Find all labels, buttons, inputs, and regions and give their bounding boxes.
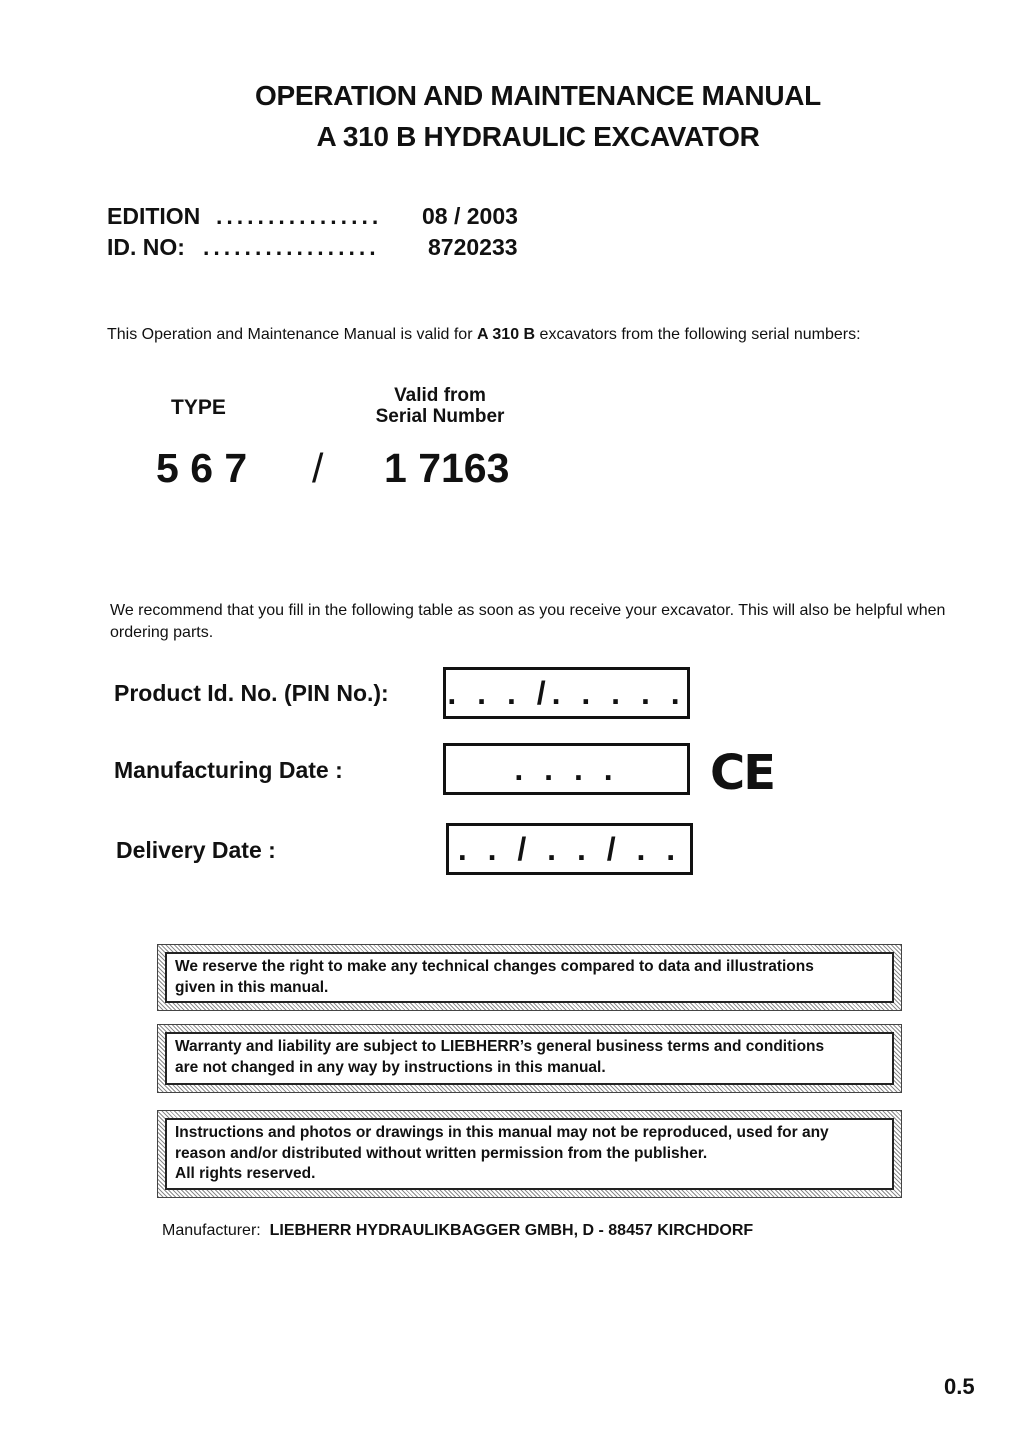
type-value: 5 6 7 (156, 445, 248, 491)
serial-header-line1: Valid from (394, 385, 486, 406)
product-id-field[interactable]: . . . /. . . . . (443, 667, 690, 719)
manufacturer-label: Manufacturer: (162, 1222, 261, 1239)
edition-label: EDITION (107, 203, 201, 229)
product-id-label: Product Id. No. (PIN No.): (114, 680, 389, 706)
notice-text: Instructions and photos or drawings in this manual may not be reproduced, used for any reason and/or distributed without written permission from the publisher. All rights reserved. (165, 1118, 894, 1190)
type-header: TYPE (171, 396, 226, 419)
id-no-label: ID. NO: (107, 234, 185, 260)
notice-text: We reserve the right to make any technical changes compared to data and illustrations given in this manual. (165, 952, 894, 1003)
serial-value: 1 7163 (384, 445, 510, 491)
notice-box-copyright (157, 1110, 902, 1198)
type-serial-separator: / (312, 445, 324, 491)
notice-box-warranty (157, 1024, 902, 1093)
validity-model: A 310 B (476, 326, 536, 343)
manual-title-line2: A 310 B HYDRAULIC EXCAVATOR (316, 121, 760, 152)
manual-title-line1: OPERATION AND MAINTENANCE MANUAL (255, 80, 821, 111)
ce-mark: CE (710, 745, 775, 801)
notice-box-technical-changes (157, 944, 902, 1011)
recommendation-text: We recommend that you fill in the following table as soon as you receive your excavator. This will also be helpful when ordering parts. (110, 602, 946, 641)
manufacturing-date-label: Manufacturing Date : (114, 757, 343, 783)
manufacturer-line (162, 1222, 753, 1240)
notice-text: Warranty and liability are subject to LIEBHERR’s general business terms and conditions are not changed in any way by instructions in this manual. (165, 1032, 894, 1085)
manufacturer-value: LIEBHERR HYDRAULIKBAGGER GMBH, D - 88457 KIRCHDORF (269, 1222, 754, 1239)
manufacturing-date-field[interactable]: . . . . (443, 743, 690, 795)
id-no-dots: ................. (203, 234, 380, 260)
validity-statement: This Operation and Maintenance Manual is valid for A 310 B excavators from the following serial numbers: (107, 326, 861, 343)
id-no-value: 8720233 (428, 234, 518, 260)
delivery-date-label: Delivery Date : (116, 837, 276, 863)
delivery-date-field[interactable]: . . / . . / . . (446, 823, 693, 875)
page-number: 0.5 (944, 1374, 975, 1399)
edition-dots: ................ (216, 203, 383, 229)
edition-value: 08 / 2003 (422, 203, 518, 229)
serial-header-line2: Serial Number (375, 406, 505, 427)
